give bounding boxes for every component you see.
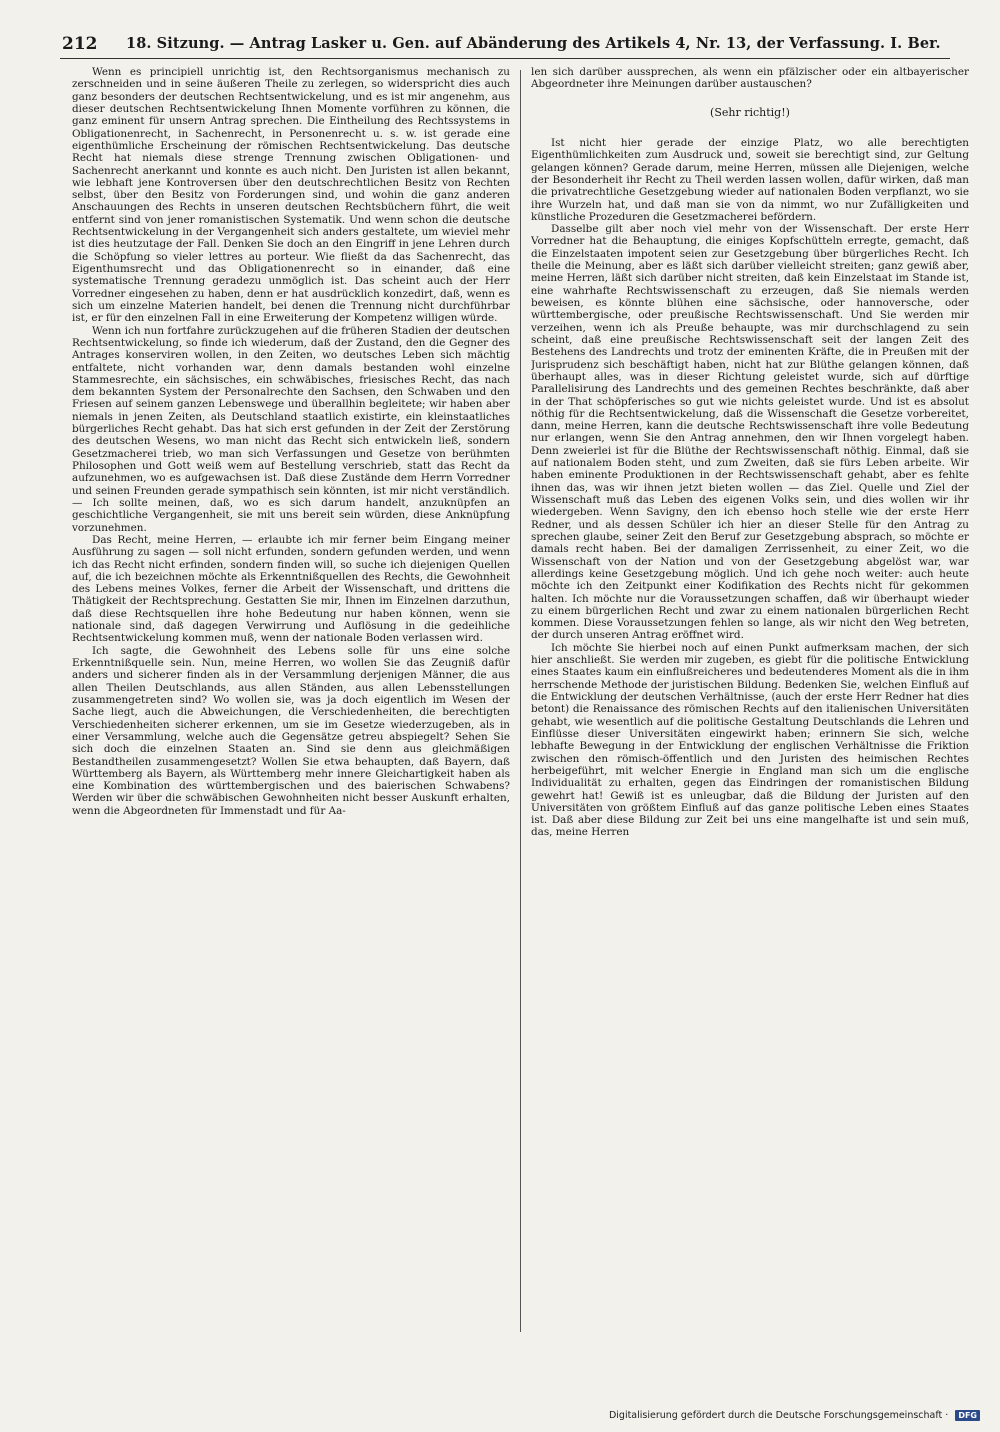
paragraph: Ich möchte Sie hierbei noch auf einen Punkt aufmerksam machen, der sich hier anschließt. Sie werden mir zugeben, es giebt für die politische Entwicklung eines Staates kaum ein einflußreicheres und bedeutenderes Moment als die in ihm herrschende Methode der juristischen Bildung. Bedenken Sie, welchen Einfluß auf die Entwicklung der deutschen Verhältnisse, (auch der erste Herr Redner hat dies betont) die Renaissance des römischen Rechts auf den italienischen Universitäten gehabt, wie wesentlich auf die politische Gestaltung Deutschlands die Lehren und Einflüsse dieser Universitäten eingewirkt haben; erinnern Sie sich, welche lebhafte Bewegung in der Entwicklung der englischen Verhältnisse die Friktion zwischen den römisch-öffentlich und den Juristen des heimischen Rechtes herbeigeführt, mit welcher Energie in England man sich um die englische Individualität zu erhalten, gegen das Eindringen der romanistischen Bildung gewehrt hat! Gewiß ist es unleugbar, daß die Bildung der Juristen auf den Universitäten von größtem Einfluß auf das ganze politische Leben eines Staates ist. Daß aber diese Bildung zur Zeit bei uns eine mangelhafte ist und sein muß, das, meine Herren xyxy=(531,641,969,839)
header-rule xyxy=(60,58,950,59)
dfg-logo: DFG xyxy=(955,1410,980,1421)
right-column xyxy=(531,66,969,1334)
page-number: 212 xyxy=(62,34,98,54)
digitization-footer xyxy=(600,1410,980,1424)
footer-text: Digitalisierung gefördert durch die Deutsche Forschungsgemeinschaft · xyxy=(608,1410,949,1421)
paragraph: Ist nicht hier gerade der einzige Platz, wo alle berechtigten Eigenthümlichkeiten zum Ausdruck und, soweit sie berechtigt sind, zur Geltung gelangen können? Gerade darum, meine Herren, müssen alle Diejenigen, welche der Besonderheit ihr Recht zu Theil werden lassen wollen, dafür wirken, daß man die privatrechtliche Gesetzgebung wieder auf nationalen Boden verpflanzt, wo sie ihre Wurzeln hat, und daß man sie von da nimmt, wo nur Zufälligkeiten und künstliche Prozeduren die Gesetzmacherei befördern. xyxy=(531,136,969,223)
running-title: 18. Sitzung. — Antrag Lasker u. Gen. auf Abänderung des Artikels 4, Nr. 13, der Verfassung. I. Ber. xyxy=(126,35,941,52)
paragraph: Ich sagte, die Gewohnheit des Lebens solle für uns eine solche Erkenntnißquelle sein. Nun, meine Herren, wo wollen Sie das Zeugniß dafür anders und sicherer finden als in der Versammlung derjenigen Männer, die aus allen Theilen Deutschlands, aus allen Ständen, aus allen Lebensstellungen zusammengetreten sind? Wo wollen sie, was ja doch eigentlich im Wesen der Sache liegt, auch die Abweichungen, die Verschiedenheiten, die berechtigten Verschiedenheiten sicherer erkennen, um sie im Gesetze wiederzugeben, als in einer Versammlung, welche auch die Gegensätze getreu abspiegelt? Sehen Sie sich doch die einzelnen Staaten an. Sind sie denn aus gleichmäßigen Bestandtheilen zusammengesetzt? Wollen Sie etwa behaupten, daß Bayern, daß Württemberg als Bayern, als Württemberg mehr innere Gleichartigkeit haben als eine Kombination des württembergischen und des baierischen Schwabens? Werden wir über die schwäbischen Gewohnheiten nicht besser Auskunft erhalten, wenn die Abgeordneten für Immenstadt und für Aa- xyxy=(72,644,510,817)
interjection: (Sehr richtig!) xyxy=(710,105,790,119)
paragraph: Wenn es principiell unrichtig ist, den Rechtsorganismus mechanisch zu zerschneiden und in seine äußeren Theile zu zerlegen, so widerspricht dies auch ganz besonders der deutschen Rechtsentwickelung, und es ist mir angenehm, aus dieser deutschen Rechtsentwickelung Ihnen Momente vorführen zu können, die ganz eminent für unsern Antrag sprechen. Die Eintheilung des Rechtssystems in Obligationenrecht, in Sachenrecht, in Personenrecht u. s. w. ist gerade eine eigenthümliche Erscheinung der römischen Rechtsentwickelung. Das deutsche Recht hat niemals diese strenge Trennung zwischen Obligationen- und Sachenrecht anerkannt und konnte es auch nicht. Den Juristen ist allen bekannt, wie lebhaft jene Kontroversen über den deutschrechtlichen Besitz von Rechten selbst, über den Besitz von Forderungen sind, und wohin die ganz anderen Anschauungen des Rechts in unseren deutschen Rechtsbüchern führt, die weit entfernt sind von jener romanistischen Systematik. Und wenn schon die deutsche Rechtsentwickelung in der Vergangenheit sich anders gestaltete, um wieviel mehr ist dies heutzutage der Fall. Denken Sie doch an den Eingriff in jene Lehren durch die Schöpfung so vieler lettres au porteur. Wie fließt da das Sachenrecht, das Eigenthumsrecht und das Obligationenrecht so in einander, daß eine systematische Trennung geradezu unmöglich ist. Das scheint auch der Herr Vorredner eingesehen zu haben, denn er hat ausdrücklich konzedirt, daß, wenn es sich um einzelne Materien handelt, bei denen die Trennung nicht durchführbar ist, er für den einzelnen Fall in eine Erweiterung der Kompetenz willigen würde. xyxy=(72,66,510,325)
paragraph-continued: len sich darüber aussprechen, als wenn ein pfälzischer oder ein altbayerischer Abgeordneter ihre Meinungen darüber austauschen? xyxy=(531,66,969,91)
paragraph: Das Recht, meine Herren, — erlaubte ich mir ferner beim Eingang meiner Ausführung zu sagen — soll nicht erfunden, sondern gefunden werden, und wenn ich das Recht nicht erfinden, sondern finden will, so suche ich diejenigen Quellen auf, die ich bezeichnen möchte als Erkenntnißquellen des Rechts, die Gewohnheit des Lebens meines Volkes, ferner die Arbeit der Wissenschaft, und drittens die Thätigkeit der Rechtsprechung. Gestatten Sie mir, Ihnen im Einzelnen darzuthun, daß diese Rechtsquellen ihre hohe Bedeutung nur haben können, wenn sie nationale sind, daß dagegen Verwirrung und Auflösung in die gedeihliche Rechtsentwickelung kommen muß, wenn der nationale Boden verlassen wird. xyxy=(72,533,510,645)
paragraph: Wenn ich nun fortfahre zurückzugehen auf die früheren Stadien der deutschen Rechtsentwickelung, so finde ich wiederum, daß der Zustand, den die Gegner des Antrages konserviren wollen, in den Zeiten, wo deutsches Leben sich mächtig entfaltete, nicht vorhanden war, denn damals bestanden wohl einzelne Stammesrechte, ein sächsisches, ein schwäbisches, friesisches Recht, das nach dem bekannten System der Personalrechte den Sachsen, den Schwaben und den Friesen auf seinem ganzen Lebenswege und überallhin begleitete; wir haben aber niemals in jenen Zeiten, als Deutschland staatlich existirte, ein kleinstaatliches bürgerliches Recht gehabt. Das hat sich erst gefunden in der Zeit der Zerstörung des deutschen Wesens, wo man nicht das Recht sich entwickeln ließ, sondern Gesetzmacherei trieb, wo man sich Verfassungen und Gesetze von berühmten Philosophen und Gott weiß wem auf Bestellung verschrieb, statt das Recht da aufzunehmen, wo es aufgewachsen ist. Daß diese Zustände dem Herrn Vorredner und seinen Freunden gerade sympathisch sein könnten, ist mir nicht verständlich. — Ich sollte meinen, daß, wo es sich darum handelt, anzuknüpfen an geschichtliche Vergangenheit, sie mit uns bereit sein würden, diese Anknüpfung vorzunehmen. xyxy=(72,324,510,534)
column-divider xyxy=(520,70,521,1332)
paragraph: Dasselbe gilt aber noch viel mehr von der Wissenschaft. Der erste Herr Vorredner hat die Behauptung, die einiges Kopfschütteln erregte, gemacht, daß die Einzelstaaten impotent seien zur Gesetzgebung über bürgerliches Recht. Ich theile die Meinung, aber es läßt sich darüber vielleicht streiten; ganz gewiß aber, meine Herren, läßt sich darüber nicht streiten, daß kein Einzelstaat im Stande ist, eine wahrhafte Rechtswissenschaft zu erzeugen, daß Sie niemals werden beweisen, es könnte blühen eine sächsische, oder hannoversche, oder württembergische, oder preußische Rechtswissenschaft. Und Sie werden mir verzeihen, wenn ich als Preuße behaupte, was mir durchschlagend zu sein scheint, daß eine preußische Rechtswissenschaft seit der langen Zeit des Bestehens des Landrechts und trotz der eminenten Kräfte, die in Preußen mit der Jurisprudenz sich beschäftigt haben, nicht hat zur Blüthe gelangen können, daß überhaupt alles, was in dieser Richtung geleistet wurde, sich auf dürftige Parallelisirung des Landrechts und des gemeinen Rechtes beschränkte, daß aber in der That schöpferisches so gut wie nichts geleistet wurde. Und ist es absolut nöthig für die Rechtsentwickelung, daß die Wissenschaft die Gesetze vorbereitet, dann, meine Herren, kann die deutsche Rechtswissenschaft ihre volle Bedeutung nur erlangen, wenn Sie den Antrag annehmen, den wir Ihnen vorgelegt haben. Denn zweierlei ist für die Blüthe der Rechtswissenschaft nöthig. Einmal, daß sie auf nationalem Boden steht, und zum Zweiten, daß sie fürs Leben arbeite. Wir haben eminente Produktionen in der Rechtswissenschaft gehabt, aber es fehlte ihnen das, was wir ihnen jetzt bieten wollen — das Ziel. Quelle und Ziel der Wissenschaft muß das Leben des eigenen Volks sein, und dies wollen wir ihr wiedergeben. Wenn Savigny, den ich ebenso hoch stelle wie der erste Herr Redner, und als dessen Schüler ich hier an dieser Stelle für den Antrag zu sprechen glaube, seiner Zeit den Beruf zur Gesetzgebung absprach, so möchte er damals recht haben. Bei der damaligen Zerrissenheit, zu einer Zeit, wo die Wissenschaft von der Nation und von der Gesetzgebung abgelöst war, war allerdings keine Gesetzgebung möglich. Und ich gehe noch weiter: auch heute möchte ich den Zeitpunkt einer Kodifikation des Rechts nicht für gekommen halten. Ich möchte nur die Voraussetzungen schaffen, daß wir überhaupt wieder zu einem bürgerlichen Recht und zwar zu einem nationalen bürgerlichen Recht kommen. Diese Voraussetzungen fehlen so lange, als wir nicht den Weg betreten, der durch unseren Antrag eröffnet wird. xyxy=(531,223,969,642)
left-column xyxy=(72,66,510,1334)
page-header xyxy=(62,34,962,56)
